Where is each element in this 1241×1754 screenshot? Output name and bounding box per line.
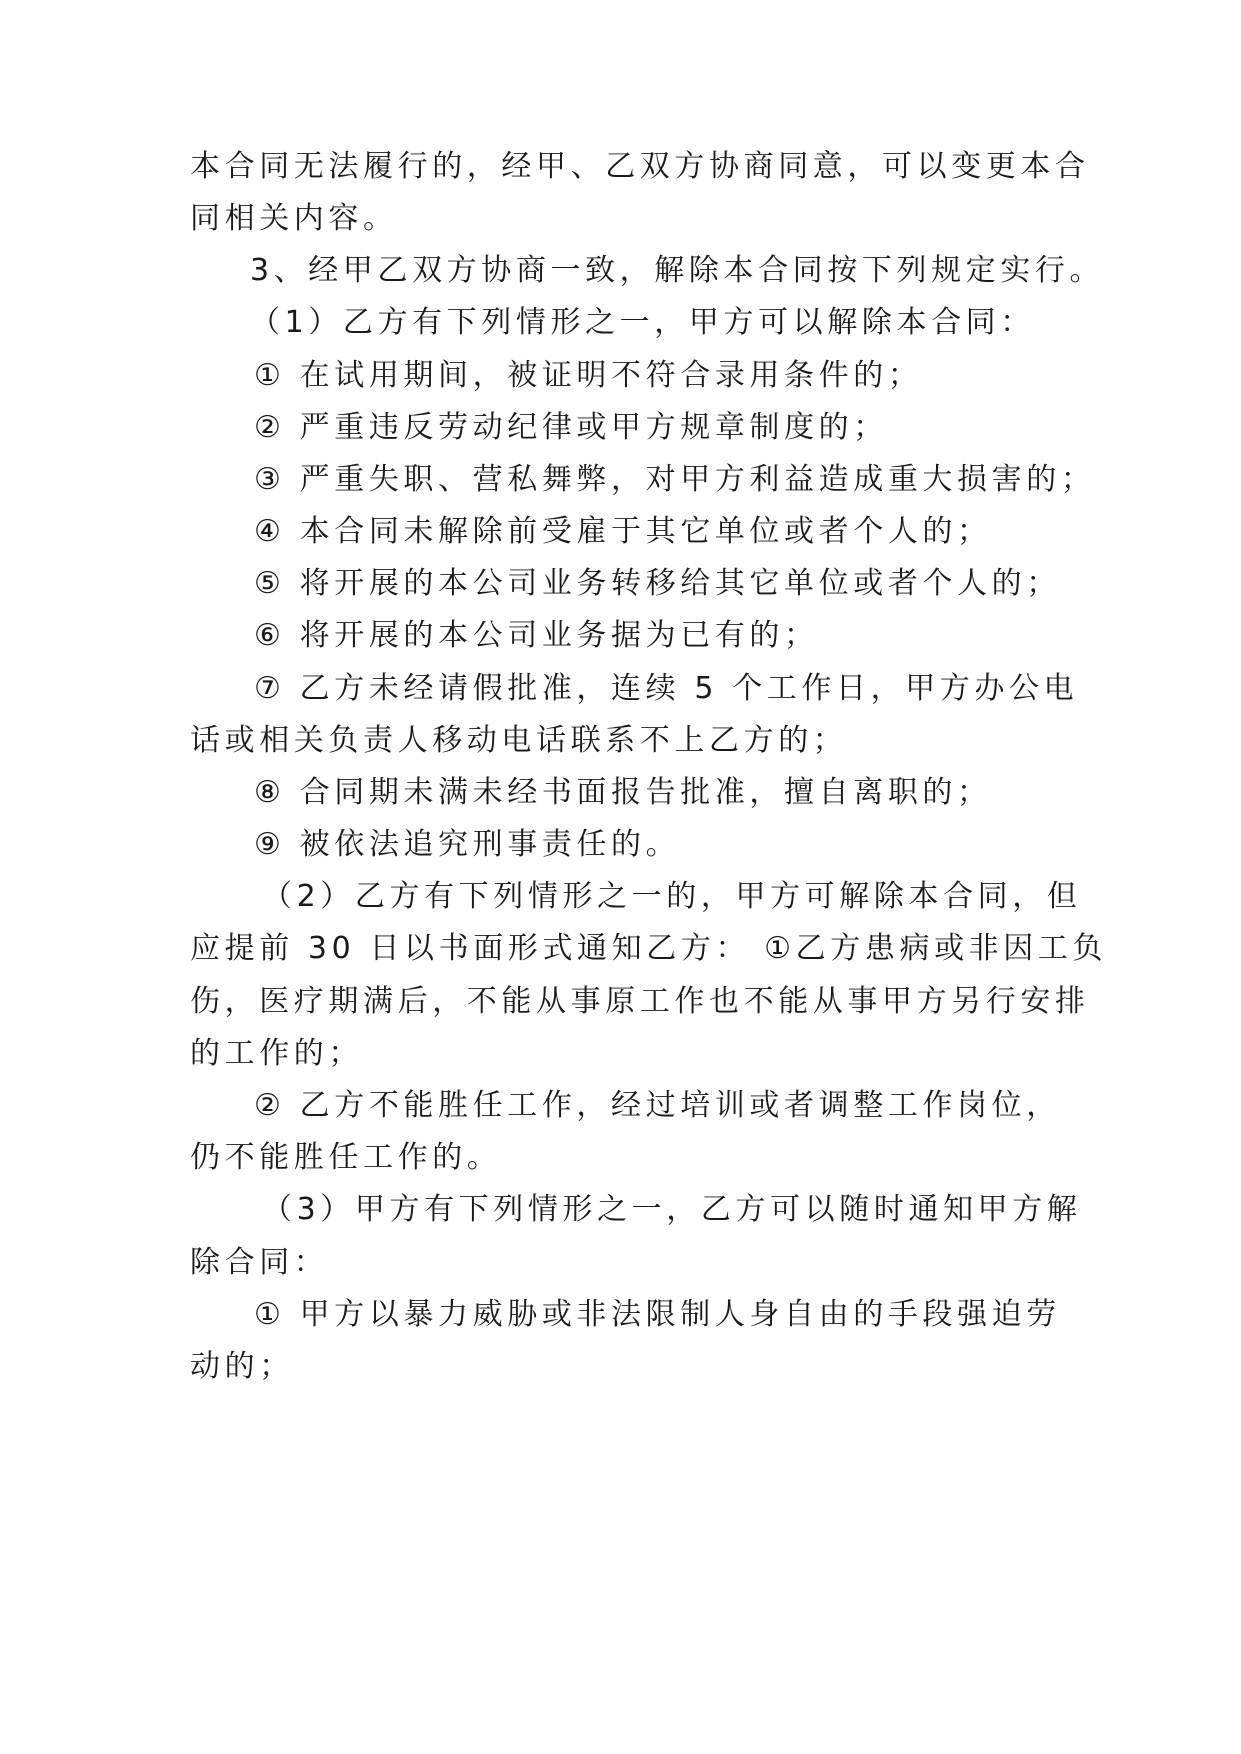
text-line-5: ① 在试用期间，被证明不符合录用条件的； bbox=[254, 358, 923, 393]
text-line-24: 动的； bbox=[190, 1349, 294, 1384]
text-line-16: 应提前 30 日以书面形式通知乙方： ①乙方患病或非因工负 bbox=[190, 931, 1108, 966]
text-line-8: ④ 本合同未解除前受雇于其它单位或者个人的； bbox=[254, 514, 992, 549]
text-line-23: ① 甲方以暴力威胁或非法限制人身自由的手段强迫劳 bbox=[254, 1297, 1061, 1332]
text-line-2: 同相关内容。 bbox=[190, 201, 398, 236]
text-line-7: ③ 严重失职、营私舞弊，对甲方利益造成重大损害的； bbox=[254, 462, 1096, 497]
text-line-9: ⑤ 将开展的本公司业务转移给其它单位或者个人的； bbox=[254, 566, 1061, 601]
text-line-20: 仍不能胜任工作的。 bbox=[190, 1140, 502, 1175]
text-line-15: （2）乙方有下列情形之一的，甲方可解除本合同，但 bbox=[262, 879, 1082, 914]
text-line-19: ② 乙方不能胜任工作，经过培训或者调整工作岗位， bbox=[254, 1088, 1061, 1123]
text-line-4: （1）乙方有下列情形之一，甲方可以解除本合同： bbox=[250, 305, 1035, 340]
text-line-12: 话或相关负责人移动电话联系不上乙方的； bbox=[190, 723, 848, 758]
text-line-1: 本合同无法履行的，经甲、乙双方协商同意，可以变更本合 bbox=[190, 149, 1090, 184]
text-line-11: ⑦ 乙方未经请假批准，连续 5 个工作日，甲方办公电 bbox=[254, 671, 1079, 706]
text-line-14: ⑨ 被依法追究刑事责任的。 bbox=[254, 827, 681, 862]
text-line-6: ② 严重违反劳动纪律或甲方规章制度的； bbox=[254, 410, 888, 445]
text-line-3: 3、经甲乙双方协商一致，解除本合同按下列规定实行。 bbox=[250, 253, 1105, 288]
text-line-17: 伤，医疗期满后，不能从事原工作也不能从事甲方另行安排 bbox=[190, 984, 1090, 1019]
text-line-13: ⑧ 合同期未满未经书面报告批准，擅自离职的； bbox=[254, 775, 992, 810]
text-line-10: ⑥ 将开展的本公司业务据为已有的； bbox=[254, 618, 819, 653]
text-line-22: 除合同： bbox=[190, 1245, 329, 1280]
text-line-18: 的工作的； bbox=[190, 1036, 363, 1071]
text-line-21: （3）甲方有下列情形之一，乙方可以随时通知甲方解 bbox=[262, 1192, 1082, 1227]
